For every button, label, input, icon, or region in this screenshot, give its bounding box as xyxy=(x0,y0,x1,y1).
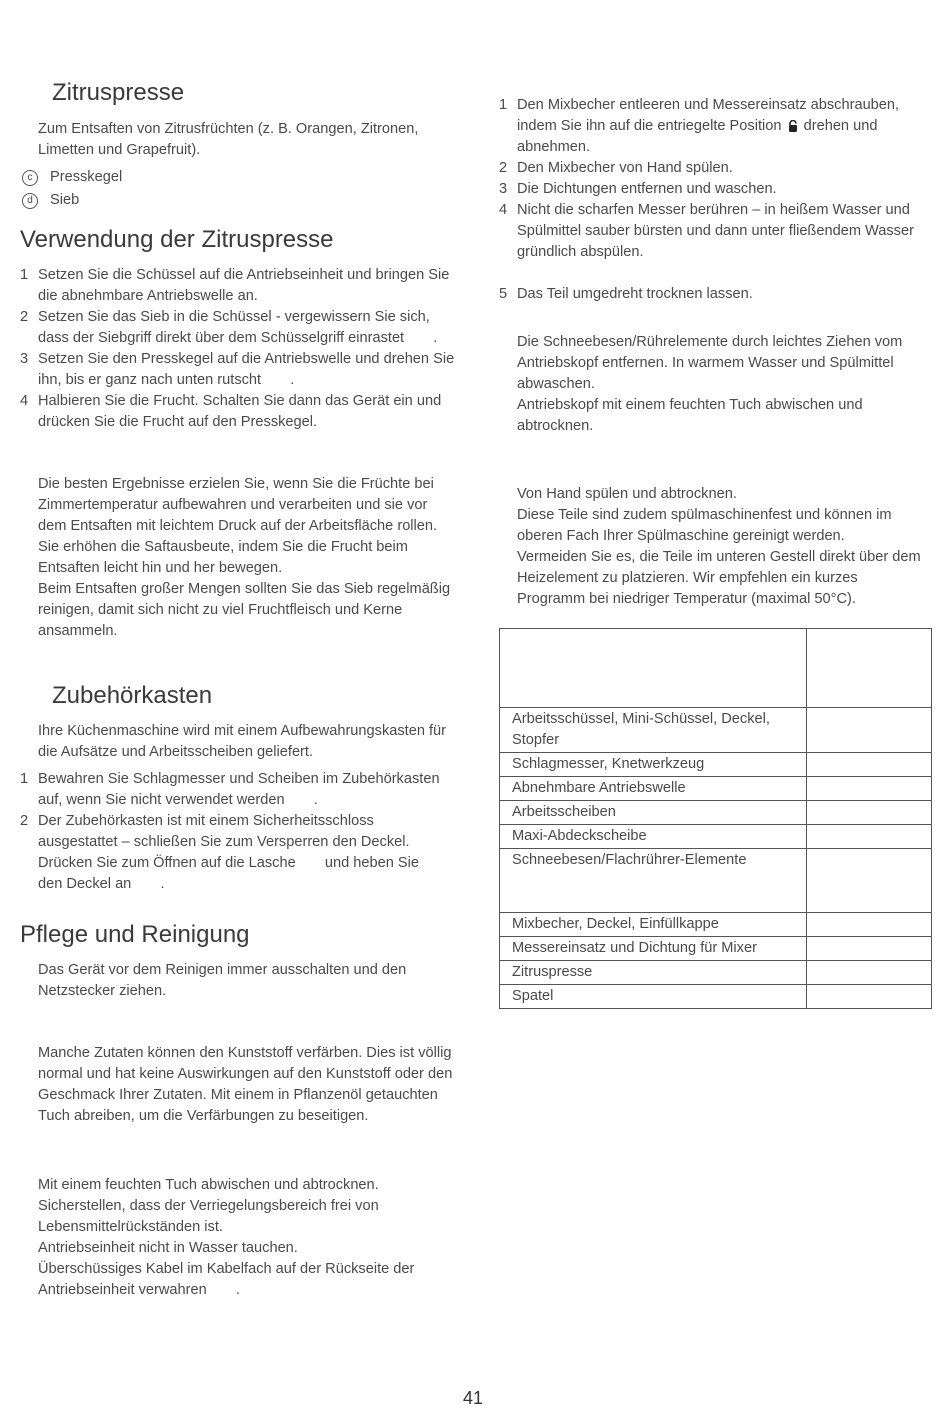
whisk-line-2: Antriebskopf mit einem feuchten Tuch abwischen und abtrocknen. xyxy=(517,397,863,434)
table-cell: Schneebesen/Flachrührer-Elemente xyxy=(500,849,807,913)
table-cell: Arbeitsscheiben xyxy=(500,801,807,825)
other-line-3: Vermeiden Sie es, die Teile im unteren Gestell direkt über dem Heizelement zu platzieren. Wir empfehlen ein kurzes Programm bei niedriger Temperatur (maximal 50°C). xyxy=(517,549,921,607)
step-number: 1 xyxy=(20,771,29,787)
table-cell: Schlagmesser, Knetwerkzeug xyxy=(500,753,807,777)
step-number: 4 xyxy=(499,202,508,218)
unit-line-1: Mit einem feuchten Tuch abwischen und abtrocknen. xyxy=(38,1177,379,1193)
other-line-1: Von Hand spülen und abtrocknen. xyxy=(517,486,737,502)
section-title-zubehoer: Zubehörkasten xyxy=(52,682,213,709)
zitrus-intro: Zum Entsaften von Zitrusfrüchten (z. B. Orangen, Zitronen, Limetten und Grapefruit). xyxy=(38,121,419,158)
other-parts-block xyxy=(517,484,927,610)
table-row xyxy=(500,913,932,937)
table-cell xyxy=(807,913,932,937)
pflege-unit-block xyxy=(38,1175,448,1301)
tip-1: Die besten Ergebnisse erzielen Sie, wenn Sie die Früchte bei Zimmertemperatur aufbewahren und verarbeiten und sie vor dem Entsaften mit leichtem Druck auf der Arbeitsfläche rollen. xyxy=(38,476,438,534)
verwendung-steps xyxy=(20,265,460,433)
table-cell: Maxi-Abdeckscheibe xyxy=(500,825,807,849)
table-cell xyxy=(807,753,932,777)
list-item xyxy=(499,284,949,305)
step-number: 5 xyxy=(499,286,508,302)
step-text: Bewahren Sie Schlagmesser und Scheiben im Zubehörkasten auf, wenn Sie nicht verwendet werden . xyxy=(38,771,440,808)
tip-2: Sie erhöhen die Saftausbeute, indem Sie die Frucht beim Entsaften leicht hin und her bewegen. xyxy=(38,539,408,576)
step-number: 1 xyxy=(20,267,29,283)
part-c xyxy=(22,167,122,188)
table-cell: Messereinsatz und Dichtung für Mixer xyxy=(500,937,807,961)
list-item xyxy=(20,307,460,349)
table-row xyxy=(500,937,932,961)
marker-d: d xyxy=(22,193,38,209)
step-text: Setzen Sie den Presskegel auf die Antriebswelle und drehen Sie ihn, bis er ganz nach unten rutscht . xyxy=(38,351,455,388)
table-row xyxy=(500,825,932,849)
table-header-cell xyxy=(500,629,807,708)
section-title-zitruspresse: Zitruspresse xyxy=(52,79,185,106)
unlock-icon xyxy=(788,120,798,132)
list-item xyxy=(499,179,931,200)
table-cell xyxy=(807,708,932,753)
table-cell xyxy=(807,937,932,961)
step-number: 3 xyxy=(20,351,29,367)
step-text: Die Dichtungen entfernen und waschen. xyxy=(517,181,777,197)
step-number: 4 xyxy=(20,393,29,409)
part-d-label: Sieb xyxy=(50,192,80,208)
table-cell: Zitruspresse xyxy=(500,961,807,985)
step-text-cont: drehen und abnehmen. xyxy=(517,118,878,155)
step-text: Halbieren Sie die Frucht. Schalten Sie dann das Gerät ein und drücken Sie die Frucht auf den Presskegel. xyxy=(38,393,442,430)
whisk-block xyxy=(517,332,927,437)
step-number: 2 xyxy=(499,160,508,176)
cleaning-table xyxy=(499,628,932,1009)
section-title-verwendung: Verwendung der Zitruspresse xyxy=(20,226,334,253)
zubehoer-steps xyxy=(20,769,460,895)
zubehoer-intro: Ihre Küchenmaschine wird mit einem Aufbewahrungskasten für die Aufsätze und Arbeitsscheiben geliefert. xyxy=(38,723,447,760)
list-item xyxy=(499,158,931,179)
table-row xyxy=(500,985,932,1009)
table-row xyxy=(500,777,932,801)
list-item xyxy=(20,811,438,895)
whisk-line-1: Die Schneebesen/Rührelemente durch leichtes Ziehen vom Antriebskopf entfernen. In warmem Wasser und Spülmittel abwaschen. xyxy=(517,334,903,392)
step-text: Den Mixbecher von Hand spülen. xyxy=(517,160,733,176)
part-c-label: Presskegel xyxy=(50,169,123,185)
step-text: Setzen Sie die Schüssel auf die Antriebseinheit und bringen Sie die abnehmbare Antriebswelle an. xyxy=(38,267,450,304)
unit-line-4: Überschüssiges Kabel im Kabelfach auf der Rückseite der Antriebseinheit verwahren . xyxy=(38,1261,415,1298)
step-text: Der Zubehörkasten ist mit einem Sicherheitsschloss ausgestattet – schließen Sie zum Versperren den Deckel. Drücken Sie zum Öffnen auf die Lasche und heben Sie den Deckel an . xyxy=(38,813,420,892)
table-row xyxy=(500,801,932,825)
other-line-2: Diese Teile sind zudem spülmaschinenfest und können im oberen Fach Ihrer Spülmaschine gereinigt werden. xyxy=(517,507,892,544)
table-cell xyxy=(807,825,932,849)
pflege-intro: Das Gerät vor dem Reinigen immer ausschalten und den Netzstecker ziehen. xyxy=(38,962,407,999)
table-row xyxy=(500,708,932,753)
mixer-steps xyxy=(499,95,931,263)
marker-c: c xyxy=(22,170,38,186)
table-cell xyxy=(807,777,932,801)
unit-line-3: Antriebseinheit nicht in Wasser tauchen. xyxy=(38,1240,298,1256)
table-header-cell xyxy=(807,629,932,708)
step-text: Nicht die scharfen Messer berühren – in heißem Wasser und Spülmittel sauber bürsten und dann unter fließendem Wasser gründlich abspülen. xyxy=(517,202,914,260)
table-cell xyxy=(807,985,932,1009)
table-cell xyxy=(807,961,932,985)
list-item xyxy=(20,349,460,391)
table-cell xyxy=(807,801,932,825)
tip-3: Beim Entsaften großer Mengen sollten Sie das Sieb regelmäßig reinigen, damit sich nicht zu viel Fruchtfleisch und Kerne ansammeln. xyxy=(38,581,451,639)
step-text: Den Mixbecher entleeren und Messereinsatz abschrauben, indem Sie ihn auf die entriegelte Position xyxy=(517,97,900,134)
section-title-pflege: Pflege und Reinigung xyxy=(20,921,250,948)
list-item xyxy=(20,265,460,307)
table-row xyxy=(500,849,932,913)
list-item xyxy=(499,95,931,158)
table-row xyxy=(500,753,932,777)
step-number: 2 xyxy=(20,309,29,325)
step-text: Setzen Sie das Sieb in die Schüssel - vergewissern Sie sich, dass der Siebgriff direkt über dem Schüsselgriff einrastet . xyxy=(38,309,438,346)
step-number: 3 xyxy=(499,181,508,197)
unit-line-2: Sicherstellen, dass der Verriegelungsbereich frei von Lebensmittelrückständen ist. xyxy=(38,1198,379,1235)
step-number: 2 xyxy=(20,813,29,829)
table-cell xyxy=(807,849,932,913)
page-number: 41 xyxy=(463,1388,484,1408)
table-cell: Spatel xyxy=(500,985,807,1009)
table-cell: Arbeitsschüssel, Mini-Schüssel, Deckel, Stopfer xyxy=(500,708,807,753)
step-number: 1 xyxy=(499,97,508,113)
part-d xyxy=(22,190,79,211)
table-cell: Abnehmbare Antriebswelle xyxy=(500,777,807,801)
pflege-stain-note: Manche Zutaten können den Kunststoff verfärben. Dies ist völlig normal und hat keine Auswirkungen auf den Kunststoff oder den Geschmack Ihrer Zutaten. Mit einem in Pflanzenöl getauchten Tuch abreiben, um die Verfärbungen zu beseitigen. xyxy=(38,1045,453,1124)
list-item xyxy=(20,769,460,811)
list-item xyxy=(499,200,931,263)
table-row xyxy=(500,961,932,985)
table-header-row xyxy=(500,629,932,708)
step-text: Das Teil umgedreht trocknen lassen. xyxy=(517,286,753,302)
list-item xyxy=(20,391,460,433)
table-cell: Mixbecher, Deckel, Einfüllkappe xyxy=(500,913,807,937)
tips-block xyxy=(38,474,456,642)
